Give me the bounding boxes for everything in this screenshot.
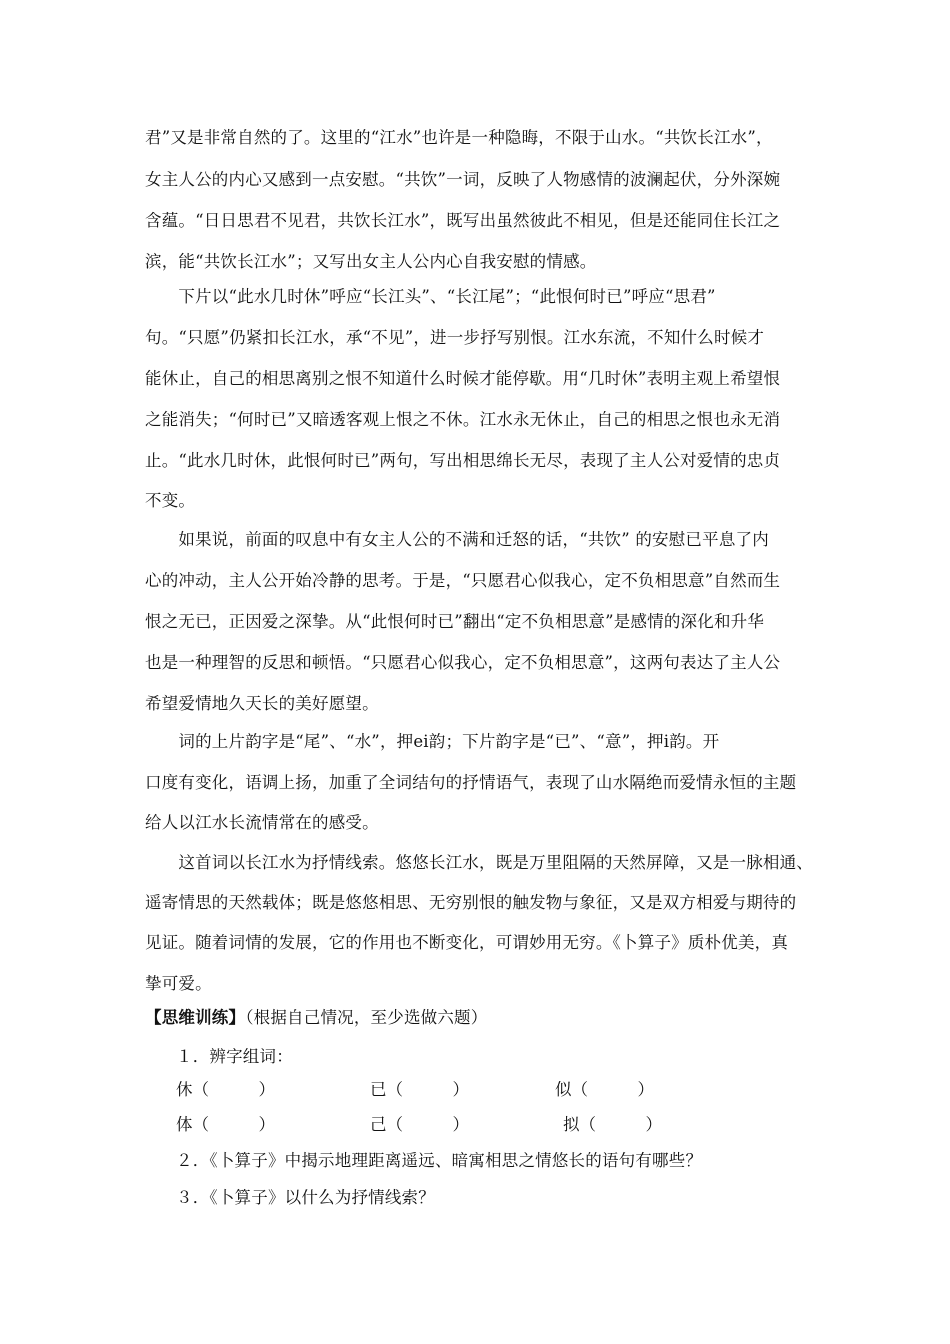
paragraph-2-line-1: 下片以“此水几时休”呼应“长江头”、“长江尾”；“此恨何时已”呼应“思君” [145,287,716,306]
exercise-row-1-item-2: 已（ ） [370,1080,469,1099]
exercise-row-1-item-1: 休（ ） [176,1080,275,1099]
training-title: 【思维训练】 [145,1008,246,1027]
paragraph-2-line-6: 不变。 [145,491,196,510]
question-2: ２．《卜算子》中揭示地理距离遥远、暗寓相思之情悠长的语句有哪些？ [176,1151,703,1170]
paragraph-1-line-1: 君”又是非常自然的了。这里的“江水”也许是一种隐晦，不限于山水。“共饮长江水”， [145,128,773,147]
paragraph-5-line-1: 这首词以长江水为抒情线索。悠悠长江水，既是万里阻隔的天然屏障，又是一脉相通、 [145,853,813,872]
paragraph-4-line-3: 给人以江水长流情常在的感受。 [145,813,379,832]
training-note: （根据自己情况，至少选做六题） [245,1008,488,1027]
paragraph-1-line-2: 女主人公的内心又感到一点安慰。“共饮”一词，反映了人物感情的波澜起伏，分外深婉 [145,170,781,189]
paragraph-3-line-3: 恨之无已，正因爱之深挚。从“此恨何时已”翻出“定不负相思意”是感情的深化和升华 [145,612,765,631]
paragraph-5-line-3: 见证。随着词情的发展，它的作用也不断变化，可谓妙用无穷。《卜算子》质朴优美，真 [145,933,789,952]
paragraph-4-line-2: 口度有变化，语调上扬，加重了全词结句的抒情语气，表现了山水隔绝而爱情永恒的主题 [145,773,797,792]
paragraph-2-line-3: 能休止，自己的相思离别之恨不知道什么时候才能停歇。用“几时休”表明主观上希望恨 [145,369,781,388]
paragraph-2-line-2: 句。“只愿”仍紧扣长江水，承“不见”，进一步抒写别恨。江水东流，不知什么时候才 [145,328,765,347]
question-1: １．辨字组词： [176,1047,293,1066]
question-3: ３．《卜算子》以什么为抒情线索？ [176,1188,435,1207]
paragraph-3-line-5: 希望爱情地久天长的美好愿望。 [145,694,379,713]
exercise-row-1-item-3: 似（ ） [555,1080,654,1099]
paragraph-3-line-1: 如果说，前面的叹息中有女主人公的不满和迁怒的话，“共饮” 的安慰已平息了内 [145,530,769,549]
paragraph-4-line-1: 词的上片韵字是“尾”、“水”，押ei韵；下片韵字是“已”、“意”，押i韵。开 [145,732,720,751]
paragraph-5-line-2: 遥寄情思的天然载体；既是悠悠相思、无穷别恨的触发物与象征，又是双方相爱与期待的 [145,893,797,912]
paragraph-5-line-4: 挚可爱。 [145,974,212,993]
paragraph-3-line-4: 也是一种理智的反思和顿悟。“只愿君心似我心，定不负相思意”，这两句表达了主人公 [145,653,781,672]
paragraph-3-line-2: 心的冲动，主人公开始冷静的思考。于是，“只愿君心似我心，定不负相思意”自然而生 [145,571,781,590]
paragraph-2-line-5: 止。“此水几时休，此恨何时已”两句，写出相思绵长无尽，表现了主人公对爱情的忠贞 [145,451,781,470]
paragraph-2-line-4: 之能消失；“何时已”又暗透客观上恨之不休。江水永无休止，自己的相思之恨也永无消 [145,410,781,429]
paragraph-1-line-4: 滨，能“共饮长江水”；又写出女主人公内心自我安慰的情感。 [145,252,597,271]
exercise-row-2-item-3: 拟（ ） [563,1115,662,1134]
paragraph-1-line-3: 含蕴。“日日思君不见君，共饮长江水”，既写出虽然彼此不相见，但是还能同住长江之 [145,211,781,230]
exercise-row-2-item-2: 己（ ） [370,1115,469,1134]
training-heading [145,1008,487,1028]
exercise-row-2-item-1: 体（ ） [176,1115,275,1134]
